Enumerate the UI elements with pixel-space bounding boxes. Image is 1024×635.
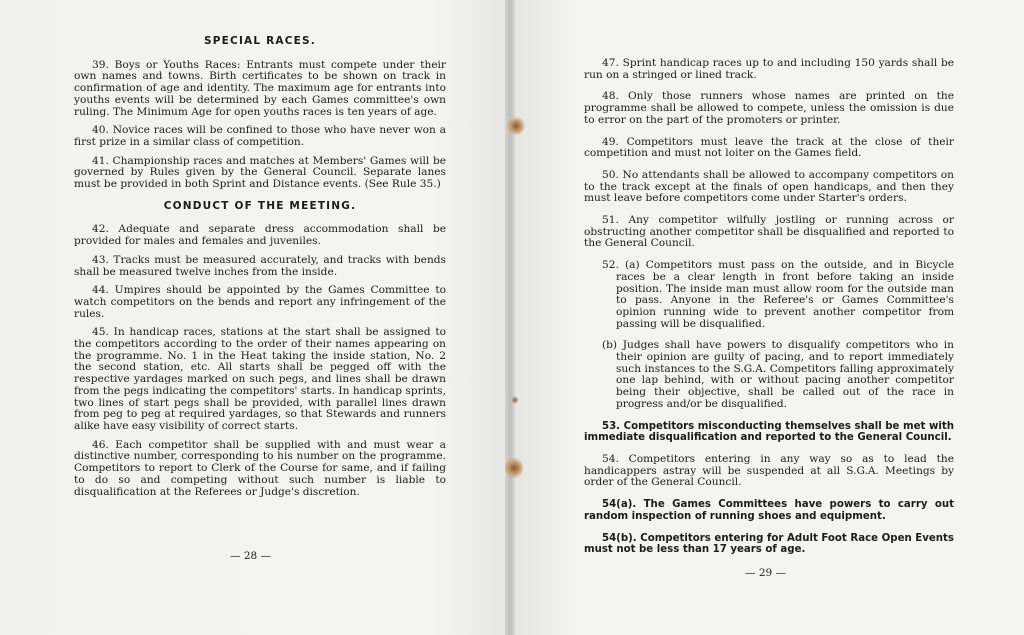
stain-mark — [507, 117, 525, 135]
rule-54: 54. Competitors entering in any way so as to lead the handicappers astray will be suspended at all S.G.A. Meetings by order of the General Council. — [584, 452, 954, 489]
rule-40: 40. Novice races will be confined to those who have never won a first prize in a similar class of competition. — [74, 124, 446, 148]
rule-46: 46. Each competitor shall be supplied with and must wear a distinctive number, corresponding to his number on the programme. Competitors to report to Clerk of the Course for same, and if failing to do so and competing without such number is liable to disqualification at the Referees or Judge's discretion. — [74, 438, 446, 498]
rule-52b: (b) Judges shall have powers to disqualify competitors who in their opinion are guilty of pacing, and to report immediately such instances to the S.G.A. Competitors falling approximately one lap behind, with or without pacing another competitor being their objective, shall be called out of the race in progress and/or be disqualified. — [602, 339, 954, 410]
rule-42: 42. Adequate and separate dress accommodation shall be provided for males and females and juveniles. — [74, 223, 446, 248]
right-page-text — [584, 58, 954, 566]
rule-50: 50. No attendants shall be allowed to accompany competitors on to the track except at the finals of open handicaps, and then they must leave before competitors come under Starter's orders. — [584, 168, 954, 205]
rule-51: 51. Any competitor wilfully jostling or running across or obstructing another competitor shall be disqualified and reported to the General Council. — [584, 214, 954, 250]
rule-54a: 54(a). The Games Committees have powers to carry out random inspection of running shoes and equipment. — [584, 499, 954, 522]
rule-44: 44. Umpires should be appointed by the Games Committee to watch competitors on the bends and report any infringement of the rules. — [74, 284, 446, 320]
rule-41: 41. Championship races and matches at Members' Games will be governed by Rules given by the General Council. Separate lanes must be provided in both Sprint and Distance events. (See Rule 35.) — [74, 154, 446, 191]
rule-49: 49. Competitors must leave the track at the close of their competition and must not loiter on the Games field. — [584, 135, 954, 160]
rule-43: 43. Tracks must be measured accurately, and tracks with bends shall be measured twelve inches from the inside. — [74, 253, 446, 278]
page-number-left: — 28 — — [230, 550, 272, 562]
rule-47: 47. Sprint handicap races up to and including 150 yards shall be run on a stringed or lined track. — [584, 57, 954, 81]
heading-special-races: SPECIAL RACES. — [204, 35, 316, 47]
stain-mark — [505, 457, 523, 479]
rule-45: 45. In handicap races, stations at the start shall be assigned to the competitors according to the order of their names appearing on the programme. No. 1 in the Heat taking the inside station, No. 2 the second station, etc. All starts shall be pegged off with the respective yardages marked on such pegs, and lines shall be drawn from the pegs indicating the competitors' starts. In handicap sprints, two lines of start pegs shall be provided, with parallel lines drawn from peg to peg at required yardages, so that Stewards and runners alike have easy visibility of correct starts. — [74, 326, 446, 432]
rule-52a: 52. (a) Competitors must pass on the outside, and in Bicycle races be a clear length in front before taking an inside position. The inside man must allow room for the outside man to pass. Anyone in the Referee's or Games Committee's opinion running wide to prevent another competitor from passing will be disqualified. — [602, 259, 954, 330]
rule-53: 53. Competitors misconducting themselves shall be met with immediate disqualification and reported to the General Council. — [584, 420, 954, 444]
book-gutter — [505, 0, 515, 635]
rule-48: 48. Only those runners whose names are printed on the programme shall be allowed to compete, unless the omission is due to error on the part of the promoters or printer. — [584, 90, 954, 126]
heading-conduct-of-meeting: CONDUCT OF THE MEETING. — [163, 199, 357, 212]
left-page-text — [74, 36, 446, 505]
stain-mark — [511, 396, 519, 404]
rule-54b: 54(b). Competitors entering for Adult Foot Race Open Events must not be less than 17 years of age. — [584, 532, 954, 556]
rule-39: 39. Boys or Youths Races: Entrants must compete under their own names and towns. Birth certificates to be shown on track in confirmation of age and identity. The maximum age for entrants into youths events will be determined by each Games committee's own ruling. The Minimum Age for open youths races is ten years of age. — [74, 58, 446, 118]
page-number-right: — 29 — — [745, 567, 787, 579]
